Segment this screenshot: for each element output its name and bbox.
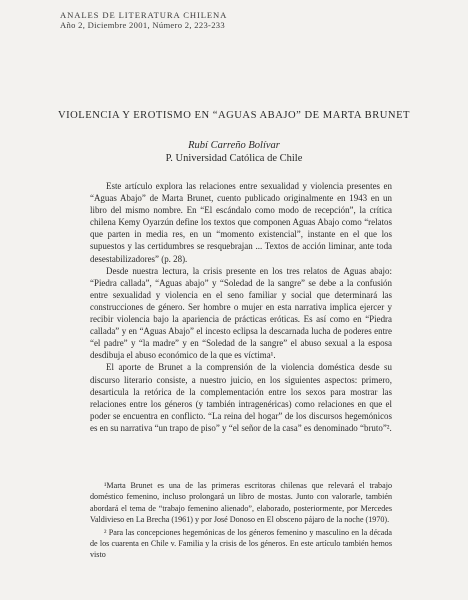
body-paragraph: Este artículo explora las relaciones entre sexualidad y violencia presentes en “Aguas Abajo” de Marta Brunet, cuento publicado originalmente en 1943 en un libro del mismo nombre. En “El escándalo como modo de recepción”, la crítica chilena Kemy Oyarzún define los textos que componen Aguas Abajo como “relatos que parten in media res, en un “momento existencial”, instante en el que los supuestos y las certidumbres se resquebrajan ... Textos de acción liminar, ante toda desestabilizadores” (p. 28). bbox=[90, 181, 392, 264]
article-body bbox=[90, 180, 392, 434]
journal-name: ANALES DE LITERATURA CHILENA bbox=[60, 10, 228, 20]
footnotes bbox=[90, 480, 392, 561]
issue-info: Año 2, Diciembre 2001, Número 2, 223-233 bbox=[60, 20, 225, 30]
author-affiliation: P. Universidad Católica de Chile bbox=[165, 153, 303, 164]
body-paragraph: El aporte de Brunet a la comprensión de la violencia doméstica desde su discurso literario consiste, a nuestro juicio, en los siguientes aspectos: primero, desarticula la retórica de la complementación entre los sexos para mostrar las relaciones entre los géneros (y también intragenéricas) como relaciones en que el poder se encuentra en conflicto. “La reina del hogar” de los discursos hegemónicos es en su narrativa “un trapo de piso” y “el señor de la casa” es denominado “bruto”². bbox=[90, 362, 392, 433]
footnote: ² Para las concepciones hegemónicas de los géneros femenino y masculino en la década de los cuarenta en Chile v. Familia y la crisis de los géneros. En este artículo también hemos visto bbox=[90, 527, 392, 560]
footnote: ¹Marta Brunet es una de las primeras escritoras chilenas que relevará el trabajo doméstico femenino, incluso prolongará un libro de mostas. Junto con valorarle, también abordará el tema de “trabajo femenino alienado”, elaborado, posteriormente, por Mercedes Valdivieso en La Brecha (1961) y por José Donoso en El obsceno pájaro de la noche (1970). bbox=[90, 481, 392, 525]
author-name: Rubí Carreño Bolívar bbox=[188, 140, 280, 151]
body-paragraph: Desde nuestra lectura, la crisis presente en los tres relatos de Aguas abajo: “Piedra callada”, “Aguas abajo” y “Soledad de la sangre” se debe a la confusión entre sexualidad y violencia en el seno familiar y social que determinará las construcciones de género. Ser hombre o mujer en esta narrativa implica ejercer y recibir violencia bajo la apariencia de prácticas eróticas. Es así como en “Piedra callada” y en “Aguas Abajo” el incesto eclipsa la descarnada lucha de poderes entre “el padre” y “la madre” y en “Soledad de la sangre” el abuso sexual a la esposa desdibuja el abuso económico de la que es víctima¹. bbox=[90, 265, 392, 361]
article-title: VIOLENCIA Y EROTISMO EN “AGUAS ABAJO” DE MARTA BRUNET bbox=[57, 110, 411, 121]
running-header bbox=[60, 10, 227, 30]
